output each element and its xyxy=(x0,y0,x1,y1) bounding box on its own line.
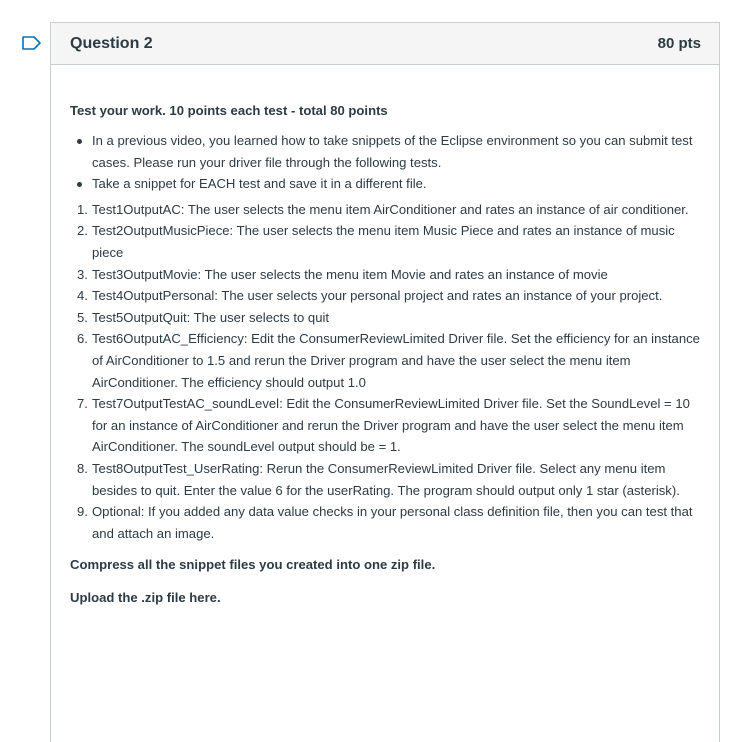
question-title: Question 2 xyxy=(70,34,153,52)
question-points: 80 pts xyxy=(657,35,701,52)
list-number: 7. xyxy=(77,396,88,412)
instructions-list xyxy=(70,130,702,195)
list-number: 8. xyxy=(77,460,88,476)
compress-instruction: Compress all the snippet files you created into one zip file. xyxy=(70,557,436,573)
list-text: Test3OutputMovie: The user selects the menu item Movie and rates an instance of movie xyxy=(92,266,608,282)
upload-instruction: Upload the .zip file here. xyxy=(70,590,221,606)
list-text: Test2OutputMusicPiece: The user selects the menu item Music Piece and rates an instance of music piece xyxy=(92,223,675,260)
list-number: 6. xyxy=(77,331,88,347)
question-card xyxy=(50,22,720,742)
list-item xyxy=(77,307,702,329)
list-item xyxy=(77,393,702,458)
question-body xyxy=(51,101,719,608)
list-number: 9. xyxy=(77,504,88,520)
list-number: 3. xyxy=(77,266,88,282)
list-item xyxy=(77,264,702,286)
list-text: Test7OutputTestAC_soundLevel: Edit the ConsumerReviewLimited Driver file. Set the SoundLevel = 10 for an instance of AirConditioner and rerun the Driver program and have the user select the menu item AirConditioner. The soundLevel output should be = 1. xyxy=(92,396,690,455)
list-item xyxy=(77,285,702,307)
list-item xyxy=(77,458,702,501)
list-item: In a previous video, you learned how to take snippets of the Eclipse environment so you can submit test cases. Please run your driver file through the following tests. xyxy=(92,130,702,173)
list-text: Test6OutputAC_Efficiency: Edit the ConsumerReviewLimited Driver file. Set the efficiency for an instance of AirConditioner to 1.5 and rerun the Driver program and have the user select the menu item AirConditioner. The efficiency should output 1.0 xyxy=(92,331,700,390)
list-item xyxy=(77,501,702,544)
list-number: 1. xyxy=(77,201,88,217)
list-number: 5. xyxy=(77,309,88,325)
list-item: Take a snippet for EACH test and save it in a different file. xyxy=(92,173,702,195)
list-text: Test4OutputPersonal: The user selects your personal project and rates an instance of your project. xyxy=(92,288,663,304)
tests-list xyxy=(70,199,702,545)
list-text: Test1OutputAC: The user selects the menu item AirConditioner and rates an instance of air conditioner. xyxy=(92,201,689,217)
flag-question-icon[interactable] xyxy=(22,36,42,50)
list-item xyxy=(77,328,702,393)
list-number: 4. xyxy=(77,288,88,304)
question-header xyxy=(51,23,719,65)
list-item xyxy=(77,199,702,221)
list-text: Optional: If you added any data value checks in your personal class definition file, then you can test that and attach an image. xyxy=(92,504,693,541)
question-lead: Test your work. 10 points each test - total 80 points xyxy=(70,103,388,118)
list-text: Test8OutputTest_UserRating: Rerun the ConsumerReviewLimited Driver file. Select any menu item besides to quit. Enter the value 6 for the userRating. The program should output only 1 star (asterisk). xyxy=(92,460,680,498)
list-text: Test5OutputQuit: The user selects to quit xyxy=(92,309,330,325)
list-item xyxy=(77,220,702,263)
list-number: 2. xyxy=(77,223,88,239)
